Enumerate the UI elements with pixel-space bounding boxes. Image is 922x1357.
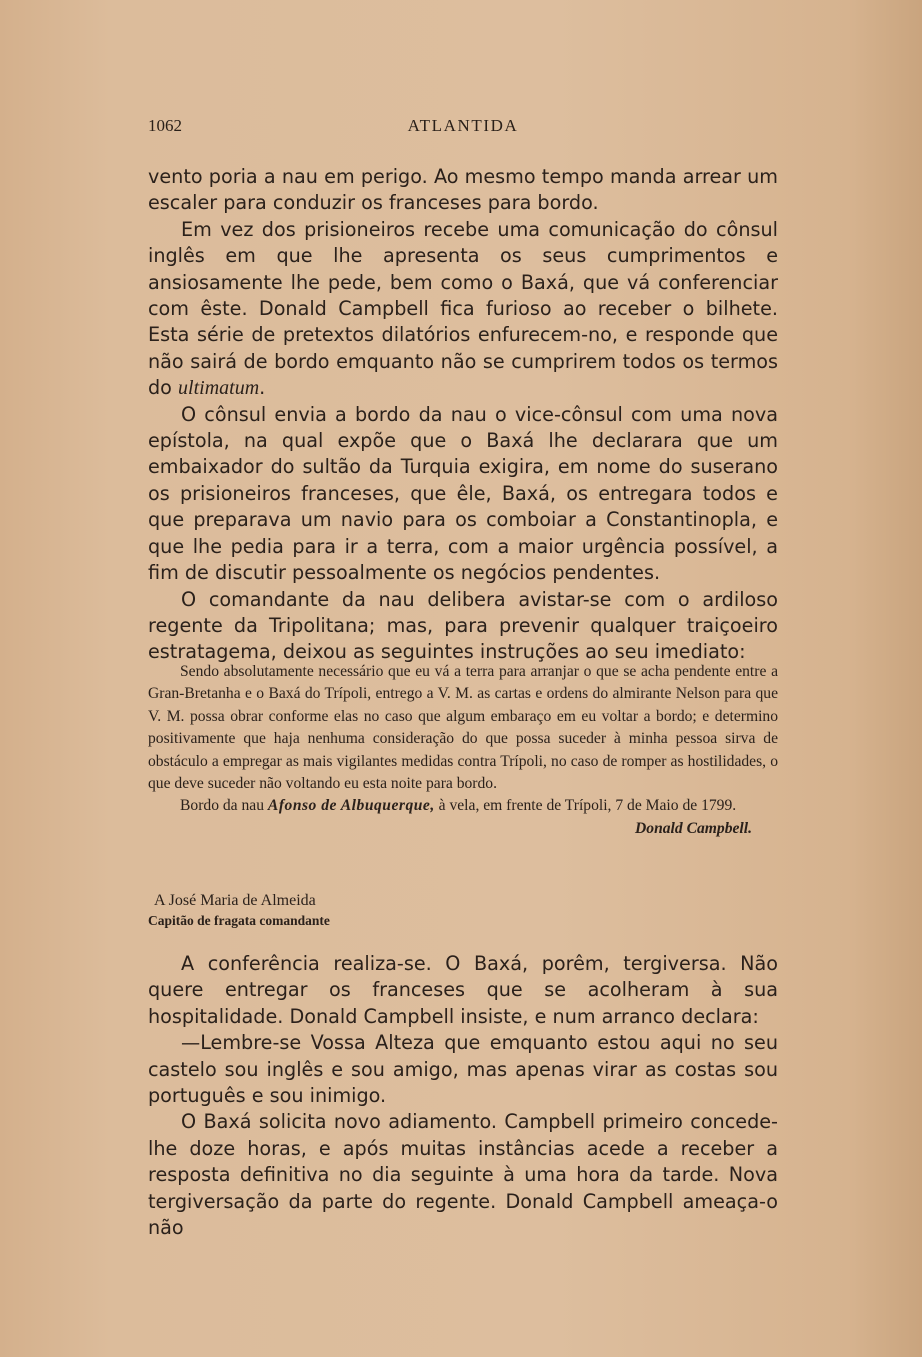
paragraph-2 (148, 217, 778, 402)
addressee-rank: Capitão de fragata comandante (148, 913, 330, 928)
ship-name-italic: Afonso de Albuquerque, (267, 797, 435, 815)
addressee-name: A José Maria de Almeida (154, 892, 316, 909)
paragraph-5: A conferência realiza-se. O Baxá, porêm, tergiversa. Não quere entregar os franceses que se acolheram à sua hospitalidade. Donald Campbell insiste, e num arranco declara: (148, 952, 778, 1028)
paragraph-1: vento poria a nau em perigo. Ao mesmo tempo manda arrear um escaler para conduzir os franceses para bordo. (148, 165, 778, 215)
signature: Donald Campbell. (635, 819, 752, 837)
quote-dateline-start: Bordo da nau (180, 797, 268, 815)
paragraph-2-text: Em vez dos prisioneiros recebe uma comunicação do cônsul inglês em que lhe apresenta os seus cumprimentos e ansiosamente lhe pede, bem como o Baxá, que vá conferenciar com êste. Donald Campbell fica furioso ao receber o bilhete. Esta série de pretextos dilatórios enfurecem-no, e responde que não sairá de bordo emquanto não se cumprirem todos os termos do (148, 217, 778, 400)
paragraph-7: O Baxá solicita novo adiamento. Campbell primeiro concede-lhe doze horas, e após muitas instâncias acede a receber a resposta definitiva no dia seguinte à uma hora da tarde. Nova tergiversação da parte do regente. Donald Campbell ameaça-o não (148, 1110, 778, 1240)
addressee-block (148, 890, 330, 930)
quote-paragraph-2 (148, 795, 778, 817)
quote-paragraph-1: Sendo absolutamente necessário que eu vá a terra para arranjar o que se acha pendente entre a Gran-Bretanha e o Baxá do Trípoli, entrego a V. M. as cartas e ordens do almirante Nelson para que V. M. possa obrar conforme elas no caso que algum embaraço em eu voltar a bordo; e determino positivamente que haja nenhuma consideração do que possa suceder à minha pessoa sirva de obstáculo a empregar as mais vigilantes medidas contra Trípoli, no caso de romper as hostilidades, o que deve suceder não voltando eu esta noite para bordo. (148, 663, 778, 793)
main-text-bottom (148, 951, 778, 1241)
ultimatum-italic: ultimatum (178, 377, 260, 400)
paragraph-4: O comandante da nau delibera avistar-se com o ardiloso regente da Tripolitana; mas, para prevenir qualquer traiçoeiro estratagema, deixou as seguintes instruções ao seu imediato: (148, 587, 778, 664)
paragraph-6: —Lembre-se Vossa Alteza que emquanto estou aqui no seu castelo sou inglês e sou amigo, mas apenas virar as costas sou português e sou inimigo. (148, 1031, 778, 1108)
paragraph-3: O cônsul envia a bordo da nau o vice-cônsul com uma nova epístola, na qual expõe que o Baxá lhe declarara que um embaixador do sultão da Turquia exigira, em nome do suserano os prisioneiros franceses, que êle, Baxá, os entregara todos e que preparava um navio para os comboiar a Constantinopla, e que lhe pedia para ir a terra, com a maior urgência possível, a fim de discutir pessoalmente os negócios pendentes. (148, 402, 778, 585)
quoted-instructions (148, 661, 778, 840)
running-title: ATLANTIDA (407, 116, 519, 135)
page-header (148, 116, 778, 140)
main-text-top (148, 164, 778, 666)
paragraph-2-end: . (259, 376, 266, 400)
quote-dateline-end: à vela, em frente de Trípoli, 7 de Maio de 1799. (434, 797, 737, 815)
page-number: 1062 (148, 116, 182, 135)
